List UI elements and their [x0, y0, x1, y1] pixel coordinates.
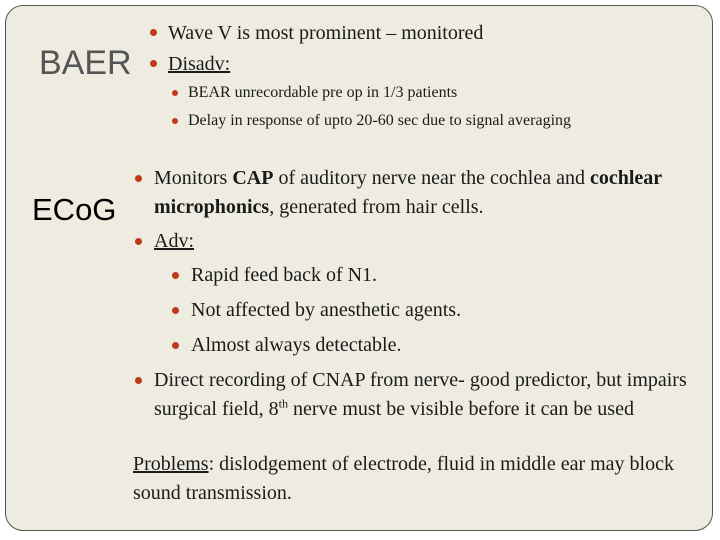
baer-bullet-list: [150, 20, 710, 138]
ecog-heading: ECoG: [32, 192, 117, 227]
disadv-label: Disadv:: [168, 53, 231, 75]
bullet-text: Not affected by anesthetic agents.: [191, 299, 462, 321]
bullet-text: Delay in response of upto 20-60 sec due to signal averaging: [188, 112, 572, 129]
text-part: of auditory nerve near the cochlea and: [273, 167, 590, 189]
bullet-text: Rapid feed back of N1.: [191, 264, 378, 286]
text-part: Monitors: [154, 167, 233, 189]
problems-paragraph: [133, 450, 693, 508]
text-part: nerve must be visible before it can be used: [287, 398, 634, 420]
text-part: Direct recording of CNAP from nerve- good predictor, but impairs surgical field, 8: [154, 369, 687, 420]
superscript-th: th: [278, 396, 288, 411]
bullet-dot-icon: [135, 377, 142, 384]
bullet-dot-icon: [172, 307, 179, 314]
ecog-bullet-direct-recording: [135, 366, 695, 424]
bullet-dot-icon: [172, 342, 179, 349]
problems-label: Problems: [133, 453, 209, 475]
baer-subbullet-unrecordable: [172, 82, 710, 104]
problems-text: : dislodgement of electrode, fluid in middle ear may block sound transmission.: [133, 453, 674, 504]
ecog-bullet-monitors: [135, 164, 695, 222]
bullet-dot-icon: [150, 29, 157, 36]
bullet-text: Wave V is most prominent – monitored: [168, 22, 484, 44]
bullet-dot-icon: [135, 238, 142, 245]
baer-bullet-disadv: [150, 51, 710, 77]
bullet-dot-icon: [150, 60, 157, 67]
ecog-subbullet-detectable: [172, 331, 695, 360]
adv-label: Adv:: [154, 230, 194, 252]
bullet-dot-icon: [135, 175, 142, 182]
ecog-subbullet-rapid-feedback: [172, 261, 695, 290]
bullet-text: BEAR unrecordable pre op in 1/3 patients: [188, 84, 458, 101]
baer-heading: BAER: [39, 44, 132, 82]
ecog-subbullet-anesthetic: [172, 296, 695, 325]
bullet-dot-icon: [172, 272, 179, 279]
bullet-dot-icon: [172, 90, 178, 96]
ecog-bullet-list: [135, 164, 695, 429]
bullet-text: Almost always detectable.: [191, 334, 402, 356]
cap-term: CAP: [232, 167, 274, 189]
baer-subbullet-delay: [172, 110, 710, 132]
text-part: , generated from hair cells.: [269, 196, 484, 218]
baer-bullet-wave-v: [150, 20, 710, 46]
cochlear-microphonics-term: cochlear microphonics: [154, 167, 662, 218]
ecog-bullet-adv: [135, 227, 695, 256]
bullet-dot-icon: [172, 118, 178, 124]
